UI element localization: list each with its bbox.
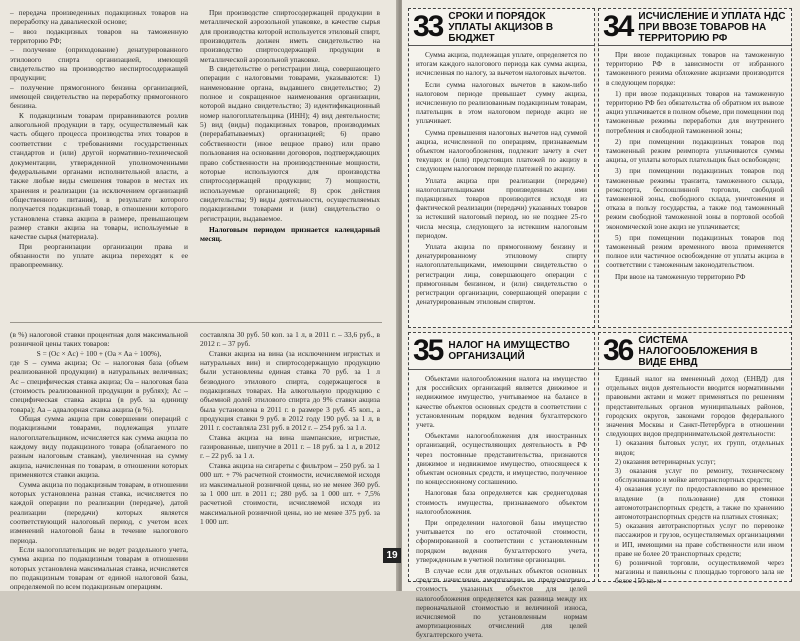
list-item: 4) оказания услуг по предоставлению во временное владение (в пользование) для стоянки автомототранспортных средств, а также по хранению автомототранспортных средств на платных стоянках;: [615, 485, 784, 522]
section-number: 33: [413, 10, 443, 43]
paragraph: При определении налоговой базы имущество учитывается по его остаточной стоимости, сформированной в соответствии с установленным порядком ведения бухгалтерского учета, утвержденным в учетной политике организации.: [416, 519, 587, 564]
right-page: [402, 0, 800, 640]
paragraph: где S – сумма акциза; Oc – налоговая база (объем реализованной продукции) в натуральных величинах; Ac – специфическая ставка акциза; Oa – налоговая база (стоимость реализованной продукции в рублях); Ac – специфическая ставка акциза (в руб. за единицу товара); Aa – адвалорная ставка акциза (в %).: [10, 358, 188, 414]
left-col2-bottom: [200, 330, 380, 526]
paragraph: Уплата акциза по прямогонному бензину и денатурированному этиловому спирту налогоплательщиками, имеющими свидетельство о регистрации лица, совершающего операции с прямогонным бензином, и (или) свидетельство о регистрации организации, совершающей операции с денатурированным этиловым спиртом.: [416, 243, 587, 307]
section-body: [416, 375, 587, 641]
section-header: [409, 9, 594, 46]
paragraph: Уплата акциза при реализации (передаче) налогоплательщиками произведенных ими подакцизных товаров производится исходя из фактической реализации (передачи) указанных товаров за истекший налоговый период, но не позднее 25-го числа месяца, следующего за истекшим налоговым периодом.: [416, 176, 587, 240]
formula: S = (Oc × Ac) ÷ 100 + (Oa × Aa ÷ 100%),: [36, 348, 162, 358]
section-number: 35: [413, 334, 443, 367]
paragraph: Сумма акциза, подлежащая уплате, определяется по итогам каждого налогового периода как сумма акциза, исчисленная по налогу, за вычетом налоговых вычетов.: [416, 51, 587, 78]
paragraph: Ставка акциза на сигареты с фильтром – 250 руб. за 1 000 шт. + 7% расчетной стоимости, исчисляемой исходя из максимальной розничной цены, но не менее 360 руб. за 1 000 шт. в 2011 г.; 280 руб. за 1 000 шт. + 7,5% расчетной стоимости, исчисляемой исходя из максимальной розничной цены, но не менее 375 руб. за 1 000 шт.: [200, 460, 380, 526]
tax-period-paragraph: Налоговым периодом признается календарный месяц.: [200, 224, 380, 244]
paragraph: – ввоз подакцизных товаров на таможенную территорию РФ;: [10, 26, 188, 46]
paragraph: 5) при помещении подакцизных товаров под таможенный режим временного ввоза применяется полное или частичное освобождение от уплаты акциза в соответствии с таможенным законодательством.: [606, 233, 784, 270]
paragraph: Ставка акциза на вина шампанские, игристые, газированные, шипучие в 2011 г. – 18 руб. за 1 л, в 2012 г. – 22 руб. за 1 л.: [200, 432, 380, 461]
section-34-box: [598, 8, 792, 328]
section-number: 36: [603, 334, 633, 367]
left-col2-top: [200, 8, 380, 244]
paragraph: При производстве спиртосодержащей продукции в металлической аэрозольной упаковке, в качестве сырья для производства которой используется этиловый спирт, производитель должен иметь свидетельство на производство спиртосодержащей продукции в металлической аэрозольной упаковке.: [200, 8, 380, 64]
left-page: [0, 0, 398, 591]
paragraph: (в %) налоговой ставки процентная доля максимальной розничной цены таких товаров:: [10, 330, 188, 349]
section-36-box: [598, 332, 792, 586]
paragraph: Единый налог на вмененный доход (ЕНВД) для отдельных видов деятельности вводится нормативными правовыми актами и может применяться по решениям представительных органов муниципальных районов, городских округов, законами городов федерального значения Москвы и Санкт-Петербурга в отношении следующих видов предпринимательской деятельности:: [606, 375, 784, 439]
paragraph: Налоговая база определяется как среднегодовая стоимость имущества, признаваемого объектом налогообложения.: [416, 489, 587, 516]
paragraph: В случае если для отдельных объектов основных средств начисление амортизации не предусмотрено, стоимость указанных объектов для целей налогообложения определяется как разница между их первоначальной стоимостью и величиной износа, исчисляемой по установленным нормам амортизационных отчислений для целей бухгалтерского учета.: [416, 567, 587, 640]
list-item: 3) оказания услуг по ремонту, техническому обслуживанию и мойке автотранспортных средств;: [615, 467, 784, 485]
section-header: [599, 9, 791, 46]
paragraph: Объектами налогообложения для иностранных организаций, осуществляющих деятельность в РФ через постоянные представительства, признаются движимое и недвижимое имущество, относящееся к объектам основных средств, и имущество, полученное по концессионному соглашению.: [416, 432, 587, 487]
section-number: 34: [603, 10, 633, 43]
paragraph: Сумма превышения налоговых вычетов над суммой акциза, исчисленной по операциям, признаваемым объектом налогообложения, подлежит зачету в счет текущих и (или) предстоящих платежей по акцизу в следующем налоговом периоде платежей по акцизу.: [416, 128, 587, 174]
section-header: [599, 333, 791, 370]
paragraph: – получение (оприходование) денатурированного этилового спирта организацией, имеющей свидетельство на производство неспиртосодержащей продукции;: [10, 45, 188, 83]
paragraph: При ввозе подакцизных товаров на таможенную территорию РФ в зависимости от избранного таможенного режима обложение акцизами производится в следующем порядке:: [606, 51, 784, 87]
section-header: [409, 333, 594, 370]
section-body: [606, 51, 784, 282]
paragraph: К подакцизным товарам приравниваются розлив алкогольной продукции в тару, осуществляемый как часть общего процесса производства этих товаров в соответствии с требованиями государственных стандартов и (или) другой нормативно-технической документации, утвержденной уполномоченными федеральными органами исполнительной власти, а также любые виды смешения товаров в местах их хранения и реализации (за исключением организаций общественного питания), в результате которого получается подакцизный товар, в отношении которого установлена ставка акциза в размере, превышающем размер ставки акциза на товары, используемые в качестве сырья (материала).: [10, 110, 188, 242]
section-divider: [10, 322, 382, 323]
paragraph: Сумма акциза по подакцизным товарам, в отношении которых установлена разная ставка, исчисляется по каждой операции по реализации (передаче), датой реализации (передачи) которых является соответствующий налоговый период, с учетом всех изменений налоговой базы в течение налогового периода.: [10, 479, 188, 545]
paragraph: Общая сумма акциза при совершении операций с подакцизными товарами, подлежащая уплате налогоплательщиком, исчисляется как сумма акциза по каждому виду подакцизного товара (облагаемого по разным налоговым ставкам), увеличенная на сумму акциза, начисленная по товарам, в отношении которых применяются ставки акциза.: [10, 414, 188, 480]
section-body: [606, 375, 784, 587]
section-title: ИСЧИСЛЕНИЕ И УПЛАТА НДС ПРИ ВВОЗЕ ТОВАРОВ НА ТЕРРИТОРИЮ РФ: [638, 10, 786, 44]
section-33-box: [408, 8, 595, 328]
paragraph: 2) при помещении подакцизных товаров под таможенный режим реимпорта уплачиваются суммы акциза, от уплаты которых плательщик был освобожден;: [606, 137, 784, 165]
paragraph: – получение прямогонного бензина организацией, имеющей свидетельство на переработку прямогонного бензина.: [10, 82, 188, 111]
left-col1-top: [10, 8, 188, 270]
list-item: 1) оказания бытовых услуг, их групп, отдельных видов;: [615, 439, 784, 457]
paragraph: Если сумма налоговых вычетов в каком-либо налоговом периоде превышает сумму акциза, исчисленную по реализованным подакцизным товарам, плательщик в этом налоговом периоде акциз не уплачивает.: [416, 80, 587, 126]
section-35-box: [408, 332, 595, 640]
section-title: СИСТЕМА НАЛОГООБЛОЖЕНИЯ В ВИДЕ ЕНВД: [638, 334, 758, 368]
paragraph: При реорганизации организации права и обязанности по уплате акциза переходят к ее правопреемнику.: [10, 241, 188, 270]
paragraph: Ставки акциза на вина (за исключением игристых и натуральных вин) и спиртосодержащую продукцию были установлены единая ставка 70 руб. за 1 л безводного этилового спирта, содержащегося в подакцизных товарах. На алкогольную продукцию с объемной долей этилового спирта до 9% ставки акциза была установлена в 2011 г. в размере 3 руб. 45 коп., а продукция ставки 9 руб. в 2012 году 190 руб. за 1 л, в 2011 г. составляла 231 руб. в 2012 г. – 254 руб. за 1 л.: [200, 348, 380, 433]
section-body: [416, 51, 587, 307]
section-title: НАЛОГ НА ИМУЩЕСТВО ОРГАНИЗАЦИЙ: [448, 340, 570, 362]
paragraph: При ввозе на таможенную территорию РФ: [615, 272, 746, 281]
list-item: 2) оказания ветеринарных услуг;: [615, 457, 716, 466]
paragraph: 1) при ввозе подакцизных товаров на таможенную территорию РФ без обязательства об обратном их вывозе акциз уплачивается в полном объеме, при помещении под таможенные режимы переработки для внутреннего потребления и свободной таможенной зоны;: [606, 89, 784, 135]
paragraph: составляла 30 руб. 50 коп. за 1 л, в 2011 г. – 33,6 руб., в 2012 г. – 37 руб.: [200, 330, 380, 349]
paragraph: – передача произведенных подакцизных товаров на переработку на давальческой основе;: [10, 8, 188, 27]
left-col1-bottom: [10, 330, 188, 592]
page-number: 19: [383, 548, 401, 563]
paragraph: 3) при помещении подакцизных товаров под таможенные режимы транзита, таможенного склада, реэкспорта, беспошлинной торговли, свободной таможенной зоны, свободного склада, уничтожения и отказа в пользу государства, а также под таможенный режим свободной таможенной зоны в портовой особой экономической зоне акциз не уплачивается;: [606, 167, 784, 231]
paragraph: Если налогоплательщик не ведет раздельного учета, сумма акциза по подакцизным товарам в отношении которых установлена максимальная ставка, исчисляется по подакцизным товарам от единой налоговой базы, определяемой по всем подакцизным операциям.: [10, 544, 188, 592]
list-item: 5) оказания автотранспортных услуг по перевозке пассажиров и грузов, осуществляемых организациями и ИП, имеющими на праве собственности или ином праве не более 20 транспортных средств;: [615, 522, 784, 558]
section-title: СРОКИ И ПОРЯДОК УПЛАТЫ АКЦИЗОВ В БЮДЖЕТ: [448, 10, 554, 44]
list-item: 6) розничной торговли, осуществляемой через магазины и павильоны с площадью торгового зала не более 150 кв. м: [615, 559, 784, 586]
paragraph: Объектами налогообложения налога на имущество для российских организаций является движимое и недвижимое имущество, учитываемое на балансе в качестве объектов основных средств в соответствии с установленным порядком ведения бухгалтерского учета.: [416, 375, 587, 430]
paragraph: В свидетельстве о регистрации лица, совершающего операции с налоговыми товарами, указываются: 1) наименование органа, выдавшего свидетельство; 2) полное и сокращенное наименования организации, которой выдано свидетельство; 3) идентификационный номер налогоплательщика (ИНН); 4) вид деятельности; 5) вид (виды) подакцизных товаров, производимых (перерабатываемых) организацией; 6) право собственности (иное вещное право) или право пользования на основании договоров, подтверждающих право собственности на производственные мощности, которые используются для производства спиртосодержащей продукции; 7) мощности, используемые организацией; 8) срок действия свидетельства; 9) виды деятельности, осуществляемых подакцизными товарами и (или) свидетельство о регистрации, выдаваемое.: [200, 64, 380, 223]
